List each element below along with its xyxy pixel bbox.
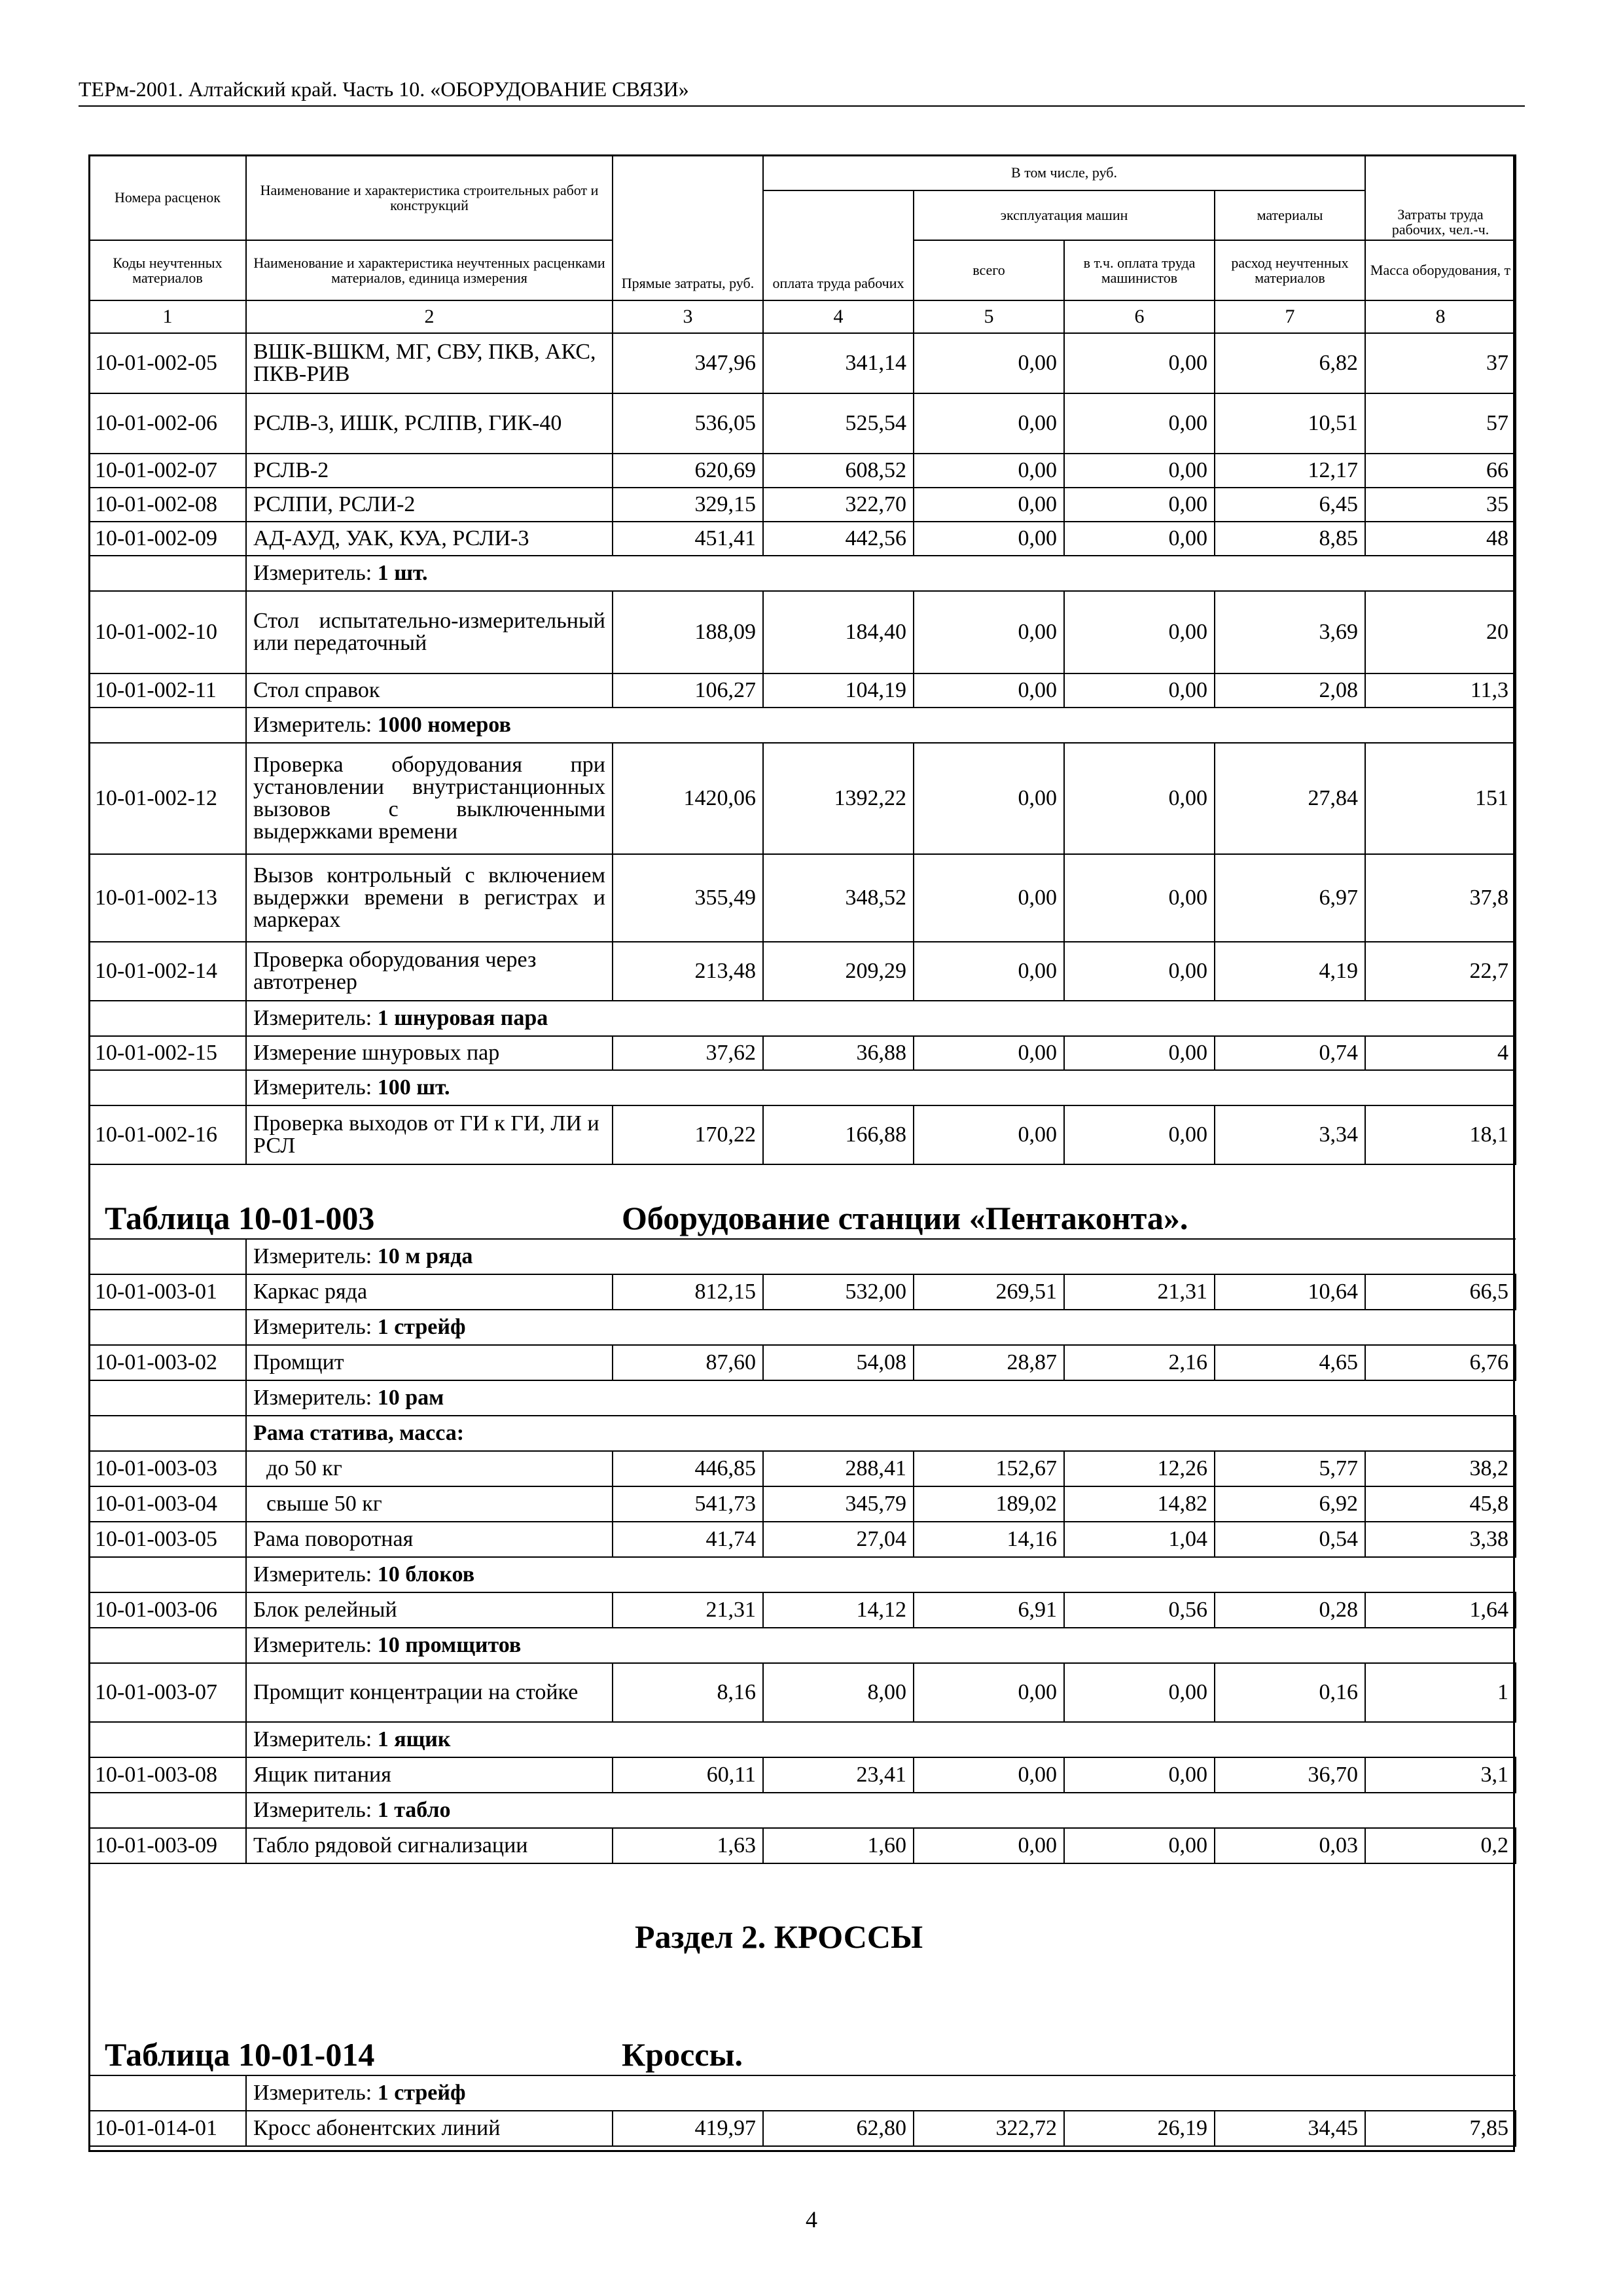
rate-code: 10-01-003-09 xyxy=(89,1828,246,1863)
col-index: 3 xyxy=(613,300,763,333)
rate-code: 10-01-014-01 xyxy=(89,2111,246,2146)
direct-costs-value: 451,41 xyxy=(613,522,763,556)
labor-wages-value: 8,00 xyxy=(763,1663,914,1722)
labor-cost-value: 11,3 xyxy=(1365,673,1516,708)
work-name: Стол справок xyxy=(246,673,613,708)
rate-code: 10-01-003-06 xyxy=(89,1592,246,1628)
machine-total-value: 0,00 xyxy=(914,1663,1064,1722)
measure-value: 1 шнуровая пара xyxy=(377,1006,548,1030)
col-index: 1 xyxy=(89,300,246,333)
measure-label: Измеритель: xyxy=(253,2081,378,2105)
labor-cost-value: 3,1 xyxy=(1365,1757,1516,1793)
table-row xyxy=(89,1274,1516,1310)
measure-value: 1 шт. xyxy=(377,561,428,585)
materials-value: 27,84 xyxy=(1215,743,1365,854)
machine-total-value: 0,00 xyxy=(914,488,1064,522)
measure-value: 1 стрейф xyxy=(377,2081,466,2105)
machine-total-value: 0,00 xyxy=(914,942,1064,1001)
table-row xyxy=(89,1451,1516,1486)
labor-cost-value: 3,38 xyxy=(1365,1522,1516,1557)
measure-unit xyxy=(246,1310,1516,1345)
measure-blank xyxy=(89,1628,246,1663)
measure-label: Измеритель: xyxy=(253,1244,378,1268)
machine-total-value: 0,00 xyxy=(914,1036,1064,1070)
measure-unit xyxy=(246,708,1516,743)
labor-wages-value: 288,41 xyxy=(763,1451,914,1486)
rate-code: 10-01-002-14 xyxy=(89,942,246,1001)
work-name: Вызов контрольный с включением выдержки времени в регистрах и маркерах xyxy=(246,854,613,942)
materials-value: 3,69 xyxy=(1215,591,1365,673)
direct-costs-value: 355,49 xyxy=(613,854,763,942)
machine-wages-value: 0,00 xyxy=(1064,854,1215,942)
measure-value: 100 шт. xyxy=(377,1075,450,1100)
machine-total-value: 0,00 xyxy=(914,1828,1064,1863)
col-head-machine-total: всего xyxy=(914,240,1064,300)
direct-costs-value: 541,73 xyxy=(613,1486,763,1522)
measure-label: Измеритель: xyxy=(253,1386,378,1410)
work-name: Табло рядовой сигнализации xyxy=(246,1828,613,1863)
machine-total-value: 0,00 xyxy=(914,1757,1064,1793)
direct-costs-value: 536,05 xyxy=(613,393,763,454)
labor-cost-value: 35 xyxy=(1365,488,1516,522)
work-name: ВШК-ВШКМ, МГ, СВУ, ПКВ, АКС, ПКВ-РИВ xyxy=(246,333,613,393)
measure-row xyxy=(89,1380,1516,1416)
materials-value: 36,70 xyxy=(1215,1757,1365,1793)
table-row xyxy=(89,854,1516,942)
machine-wages-value: 26,19 xyxy=(1064,2111,1215,2146)
table-row xyxy=(89,454,1516,488)
materials-value: 0,03 xyxy=(1215,1828,1365,1863)
measure-row xyxy=(89,2075,1516,2111)
measure-value: 1 стрейф xyxy=(377,1315,466,1339)
rate-code: 10-01-003-02 xyxy=(89,1345,246,1380)
measure-blank xyxy=(89,708,246,743)
work-name: Рама поворотная xyxy=(246,1522,613,1557)
materials-value: 5,77 xyxy=(1215,1451,1365,1486)
col-head-unaccounted-materials: расход неучтенных материалов xyxy=(1215,240,1365,300)
rate-code: 10-01-003-04 xyxy=(89,1486,246,1522)
col-head-machine-operation: эксплуатация машин xyxy=(914,190,1215,240)
measure-blank xyxy=(89,556,246,591)
table-row xyxy=(89,1663,1516,1722)
machine-total-value: 189,02 xyxy=(914,1486,1064,1522)
labor-cost-value: 45,8 xyxy=(1365,1486,1516,1522)
machine-total-value: 269,51 xyxy=(914,1274,1064,1310)
rate-code: 10-01-002-05 xyxy=(89,333,246,393)
machine-wages-value: 0,00 xyxy=(1064,673,1215,708)
direct-costs-value: 620,69 xyxy=(613,454,763,488)
table-row xyxy=(89,1105,1516,1164)
rate-code: 10-01-002-07 xyxy=(89,454,246,488)
direct-costs-value: 37,62 xyxy=(613,1036,763,1070)
measure-row xyxy=(89,1722,1516,1757)
rate-code: 10-01-002-13 xyxy=(89,854,246,942)
machine-wages-value: 0,00 xyxy=(1064,1105,1215,1164)
measure-label: Измеритель: xyxy=(253,1315,378,1339)
labor-cost-value: 6,76 xyxy=(1365,1345,1516,1380)
machine-wages-value: 0,00 xyxy=(1064,942,1215,1001)
header-rule xyxy=(79,105,1525,107)
machine-wages-value: 0,56 xyxy=(1064,1592,1215,1628)
direct-costs-value: 106,27 xyxy=(613,673,763,708)
col-index: 6 xyxy=(1064,300,1215,333)
table-row xyxy=(89,1036,1516,1070)
col-head-equipment-mass: Масса оборудования, т xyxy=(1365,240,1516,300)
direct-costs-value: 87,60 xyxy=(613,1345,763,1380)
rate-code: 10-01-002-08 xyxy=(89,488,246,522)
materials-value: 8,85 xyxy=(1215,522,1365,556)
labor-wages-value: 608,52 xyxy=(763,454,914,488)
work-name: Проверка оборудования через автотренер xyxy=(246,942,613,1001)
direct-costs-value: 213,48 xyxy=(613,942,763,1001)
table-row xyxy=(89,591,1516,673)
measure-unit xyxy=(246,1557,1516,1592)
labor-wages-value: 1392,22 xyxy=(763,743,914,854)
machine-wages-value: 0,00 xyxy=(1064,743,1215,854)
materials-value: 10,64 xyxy=(1215,1274,1365,1310)
measure-label: Измеритель: xyxy=(253,1075,378,1100)
machine-wages-value: 0,00 xyxy=(1064,591,1215,673)
measure-label: Измеритель: xyxy=(253,713,378,737)
direct-costs-value: 347,96 xyxy=(613,333,763,393)
labor-cost-value: 1,64 xyxy=(1365,1592,1516,1628)
materials-value: 6,45 xyxy=(1215,488,1365,522)
rate-code: 10-01-002-15 xyxy=(89,1036,246,1070)
measure-value: 10 м ряда xyxy=(377,1244,473,1268)
rate-code: 10-01-003-01 xyxy=(89,1274,246,1310)
measure-unit xyxy=(246,556,1516,591)
measure-blank xyxy=(89,1793,246,1828)
labor-wages-value: 104,19 xyxy=(763,673,914,708)
materials-value: 34,45 xyxy=(1215,2111,1365,2146)
rate-code: 10-01-003-05 xyxy=(89,1522,246,1557)
work-name: Стол испытательно-измерительный или передаточный xyxy=(246,591,613,673)
machine-wages-value: 2,16 xyxy=(1064,1345,1215,1380)
table-003-title: Оборудование станции «Пентаконта». xyxy=(622,1200,1188,1236)
labor-wages-value: 525,54 xyxy=(763,393,914,454)
measure-value: 10 рам xyxy=(377,1386,444,1410)
labor-cost-value: 37 xyxy=(1365,333,1516,393)
measure-label: Измеритель: xyxy=(253,1562,378,1587)
labor-cost-value: 66 xyxy=(1365,454,1516,488)
page-number: 4 xyxy=(806,2206,817,2233)
materials-value: 10,51 xyxy=(1215,393,1365,454)
materials-value: 6,92 xyxy=(1215,1486,1365,1522)
labor-wages-value: 442,56 xyxy=(763,522,914,556)
table-014 xyxy=(88,2075,1516,2147)
direct-costs-value: 8,16 xyxy=(613,1663,763,1722)
work-name: Измерение шнуровых пар xyxy=(246,1036,613,1070)
col-head-direct-costs: Прямые затраты, руб. xyxy=(613,155,763,300)
table-row xyxy=(89,942,1516,1001)
labor-wages-value: 54,08 xyxy=(763,1345,914,1380)
work-name: Кросс абонентских линий xyxy=(246,2111,613,2146)
measure-blank xyxy=(89,1239,246,1274)
table-row xyxy=(89,522,1516,556)
labor-cost-value: 57 xyxy=(1365,393,1516,454)
running-header: ТЕРм-2001. Алтайский край. Часть 10. «ОБОРУДОВАНИЕ СВЯЗИ» xyxy=(79,77,689,101)
work-name: Промщит xyxy=(246,1345,613,1380)
table-014-title: Кроссы. xyxy=(622,2036,743,2073)
labor-wages-value: 27,04 xyxy=(763,1522,914,1557)
labor-wages-value: 166,88 xyxy=(763,1105,914,1164)
direct-costs-value: 188,09 xyxy=(613,591,763,673)
direct-costs-value: 60,11 xyxy=(613,1757,763,1793)
section-title: Раздел 2. КРОССЫ xyxy=(635,1918,923,1955)
materials-value: 4,65 xyxy=(1215,1345,1365,1380)
measure-blank xyxy=(89,1722,246,1757)
table-row xyxy=(89,1592,1516,1628)
direct-costs-value: 21,31 xyxy=(613,1592,763,1628)
work-name: АД-АУД, УАК, КУА, РСЛИ-3 xyxy=(246,522,613,556)
work-name: свыше 50 кг xyxy=(246,1486,613,1522)
labor-wages-value: 62,80 xyxy=(763,2111,914,2146)
measure-row xyxy=(89,708,1516,743)
machine-total-value: 14,16 xyxy=(914,1522,1064,1557)
machine-wages-value: 0,00 xyxy=(1064,488,1215,522)
rate-code: 10-01-003-03 xyxy=(89,1451,246,1486)
measure-row xyxy=(89,1793,1516,1828)
measure-value: 1000 номеров xyxy=(377,713,511,737)
direct-costs-value: 329,15 xyxy=(613,488,763,522)
machine-wages-value: 1,04 xyxy=(1064,1522,1215,1557)
machine-total-value: 152,67 xyxy=(914,1451,1064,1486)
table-row xyxy=(89,488,1516,522)
measure-blank xyxy=(89,1001,246,1036)
labor-cost-value: 7,85 xyxy=(1365,2111,1516,2146)
table-row xyxy=(89,1486,1516,1522)
measure-unit xyxy=(246,1239,1516,1274)
materials-value: 4,19 xyxy=(1215,942,1365,1001)
table-row xyxy=(89,743,1516,854)
materials-value: 0,28 xyxy=(1215,1592,1365,1628)
table-body-002 xyxy=(89,333,1516,1164)
machine-wages-value: 14,82 xyxy=(1064,1486,1215,1522)
measure-row xyxy=(89,1557,1516,1592)
measure-label: Измеритель: xyxy=(253,1006,378,1030)
direct-costs-value: 419,97 xyxy=(613,2111,763,2146)
col-index: 4 xyxy=(763,300,914,333)
direct-costs-value: 1420,06 xyxy=(613,743,763,854)
measure-unit xyxy=(246,2075,1516,2111)
work-name: Проверка оборудования при установлении внутристанционных вызовов с выключенными выдержками времени xyxy=(246,743,613,854)
rate-code: 10-01-002-11 xyxy=(89,673,246,708)
measure-row xyxy=(89,1239,1516,1274)
col-index: 5 xyxy=(914,300,1064,333)
machine-wages-value: 0,00 xyxy=(1064,1828,1215,1863)
rates-table xyxy=(88,154,1516,1165)
table-row xyxy=(89,1757,1516,1793)
table-row xyxy=(89,1345,1516,1380)
measure-value: 1 ящик xyxy=(377,1727,451,1751)
measure-row xyxy=(89,1310,1516,1345)
machine-total-value: 322,72 xyxy=(914,2111,1064,2146)
measure-value: 10 промщитов xyxy=(377,1633,522,1657)
work-name: РСЛПИ, РСЛИ-2 xyxy=(246,488,613,522)
measure-unit xyxy=(246,1793,1516,1828)
direct-costs-value: 812,15 xyxy=(613,1274,763,1310)
labor-cost-value: 22,7 xyxy=(1365,942,1516,1001)
materials-value: 0,54 xyxy=(1215,1522,1365,1557)
rate-code: 10-01-002-09 xyxy=(89,522,246,556)
work-name: Блок релейный xyxy=(246,1592,613,1628)
work-name: Ящик питания xyxy=(246,1757,613,1793)
table-row xyxy=(89,1522,1516,1557)
rate-code: 10-01-003-07 xyxy=(89,1663,246,1722)
labor-cost-value: 0,2 xyxy=(1365,1828,1516,1863)
machine-wages-value: 0,00 xyxy=(1064,393,1215,454)
machine-wages-value: 21,31 xyxy=(1064,1274,1215,1310)
machine-total-value: 0,00 xyxy=(914,1105,1064,1164)
machine-total-value: 0,00 xyxy=(914,522,1064,556)
labor-cost-value: 48 xyxy=(1365,522,1516,556)
labor-wages-value: 36,88 xyxy=(763,1036,914,1070)
measure-label: Измеритель: xyxy=(253,1633,378,1657)
machine-total-value: 0,00 xyxy=(914,854,1064,942)
measure-unit xyxy=(246,1380,1516,1416)
labor-wages-value: 345,79 xyxy=(763,1486,914,1522)
table-014-number: Таблица 10-01-014 xyxy=(105,2036,375,2073)
machine-total-value: 6,91 xyxy=(914,1592,1064,1628)
col-head-materials: материалы xyxy=(1215,190,1365,240)
group-label: Рама статива, масса: xyxy=(246,1416,1516,1451)
direct-costs-value: 1,63 xyxy=(613,1828,763,1863)
work-name: Проверка выходов от ГИ к ГИ, ЛИ и РСЛ xyxy=(246,1105,613,1164)
col-index: 7 xyxy=(1215,300,1365,333)
labor-cost-value: 38,2 xyxy=(1365,1451,1516,1486)
labor-cost-value: 151 xyxy=(1365,743,1516,854)
measure-unit xyxy=(246,1722,1516,1757)
measure-blank xyxy=(89,1310,246,1345)
measure-row xyxy=(89,556,1516,591)
col-head-including: В том числе, руб. xyxy=(763,155,1365,190)
labor-wages-value: 184,40 xyxy=(763,591,914,673)
table-003-number: Таблица 10-01-003 xyxy=(105,1200,375,1236)
measure-unit xyxy=(246,1628,1516,1663)
labor-wages-value: 532,00 xyxy=(763,1274,914,1310)
machine-wages-value: 0,00 xyxy=(1064,1757,1215,1793)
materials-value: 12,17 xyxy=(1215,454,1365,488)
rate-code: 10-01-003-08 xyxy=(89,1757,246,1793)
work-name: до 50 кг xyxy=(246,1451,613,1486)
materials-value: 3,34 xyxy=(1215,1105,1365,1164)
measure-value: 1 табло xyxy=(377,1798,451,1822)
labor-wages-value: 23,41 xyxy=(763,1757,914,1793)
measure-row xyxy=(89,1001,1516,1036)
col-index: 8 xyxy=(1365,300,1516,333)
measure-blank xyxy=(89,2075,246,2111)
rate-code: 10-01-002-16 xyxy=(89,1105,246,1164)
labor-cost-value: 1 xyxy=(1365,1663,1516,1722)
machine-wages-value: 0,00 xyxy=(1064,454,1215,488)
table-row xyxy=(89,393,1516,454)
machine-wages-value: 0,00 xyxy=(1064,522,1215,556)
col-head-material-names: Наименование и характеристика неучтенных расценками материалов, единица измерения xyxy=(246,240,613,300)
materials-value: 6,97 xyxy=(1215,854,1365,942)
col-head-labor-wages: оплата труда рабочих xyxy=(763,190,914,300)
direct-costs-value: 446,85 xyxy=(613,1451,763,1486)
machine-total-value: 0,00 xyxy=(914,333,1064,393)
measure-blank xyxy=(89,1380,246,1416)
group-blank xyxy=(89,1416,246,1451)
rate-code: 10-01-002-10 xyxy=(89,591,246,673)
labor-wages-value: 209,29 xyxy=(763,942,914,1001)
labor-cost-value: 20 xyxy=(1365,591,1516,673)
work-name: Промщит концентрации на стойке xyxy=(246,1663,613,1722)
col-head-work-name: Наименование и характеристика строительных работ и конструкций xyxy=(246,155,613,240)
measure-label: Измеритель: xyxy=(253,1727,378,1751)
measure-blank xyxy=(89,1070,246,1105)
measure-label: Измеритель: xyxy=(253,1798,378,1822)
measure-row xyxy=(89,1628,1516,1663)
col-head-rate-numbers: Номера расценок xyxy=(89,155,246,240)
measure-label: Измеритель: xyxy=(253,561,378,585)
labor-wages-value: 1,60 xyxy=(763,1828,914,1863)
table-row xyxy=(89,1828,1516,1863)
measure-unit xyxy=(246,1070,1516,1105)
direct-costs-value: 170,22 xyxy=(613,1105,763,1164)
machine-wages-value: 12,26 xyxy=(1064,1451,1215,1486)
labor-cost-value: 66,5 xyxy=(1365,1274,1516,1310)
materials-value: 6,82 xyxy=(1215,333,1365,393)
table-row xyxy=(89,2111,1516,2146)
col-head-material-codes: Коды неучтенных материалов xyxy=(89,240,246,300)
machine-wages-value: 0,00 xyxy=(1064,1663,1215,1722)
work-name: РСЛВ-2 xyxy=(246,454,613,488)
machine-total-value: 0,00 xyxy=(914,743,1064,854)
materials-value: 2,08 xyxy=(1215,673,1365,708)
rate-code: 10-01-002-12 xyxy=(89,743,246,854)
machine-total-value: 0,00 xyxy=(914,673,1064,708)
materials-value: 0,16 xyxy=(1215,1663,1365,1722)
col-head-labor-cost: Затраты труда рабочих, чел.-ч. xyxy=(1365,155,1516,240)
machine-wages-value: 0,00 xyxy=(1064,1036,1215,1070)
work-name: Каркас ряда xyxy=(246,1274,613,1310)
rate-code: 10-01-002-06 xyxy=(89,393,246,454)
work-name: РСЛВ-3, ИШК, РСЛПВ, ГИК-40 xyxy=(246,393,613,454)
measure-unit xyxy=(246,1001,1516,1036)
direct-costs-value: 41,74 xyxy=(613,1522,763,1557)
measure-row xyxy=(89,1070,1516,1105)
labor-cost-value: 18,1 xyxy=(1365,1105,1516,1164)
table-row xyxy=(89,673,1516,708)
col-index: 2 xyxy=(246,300,613,333)
machine-total-value: 28,87 xyxy=(914,1345,1064,1380)
materials-value: 0,74 xyxy=(1215,1036,1365,1070)
col-head-machine-wages: в т.ч. оплата труда машинистов xyxy=(1064,240,1215,300)
measure-blank xyxy=(89,1557,246,1592)
table-003 xyxy=(88,1238,1516,1864)
labor-wages-value: 322,70 xyxy=(763,488,914,522)
labor-wages-value: 348,52 xyxy=(763,854,914,942)
machine-wages-value: 0,00 xyxy=(1064,333,1215,393)
labor-cost-value: 4 xyxy=(1365,1036,1516,1070)
table-row xyxy=(89,333,1516,393)
labor-wages-value: 341,14 xyxy=(763,333,914,393)
machine-total-value: 0,00 xyxy=(914,591,1064,673)
machine-total-value: 0,00 xyxy=(914,454,1064,488)
group-row xyxy=(89,1416,1516,1451)
machine-total-value: 0,00 xyxy=(914,393,1064,454)
labor-cost-value: 37,8 xyxy=(1365,854,1516,942)
measure-value: 10 блоков xyxy=(377,1562,475,1587)
labor-wages-value: 14,12 xyxy=(763,1592,914,1628)
